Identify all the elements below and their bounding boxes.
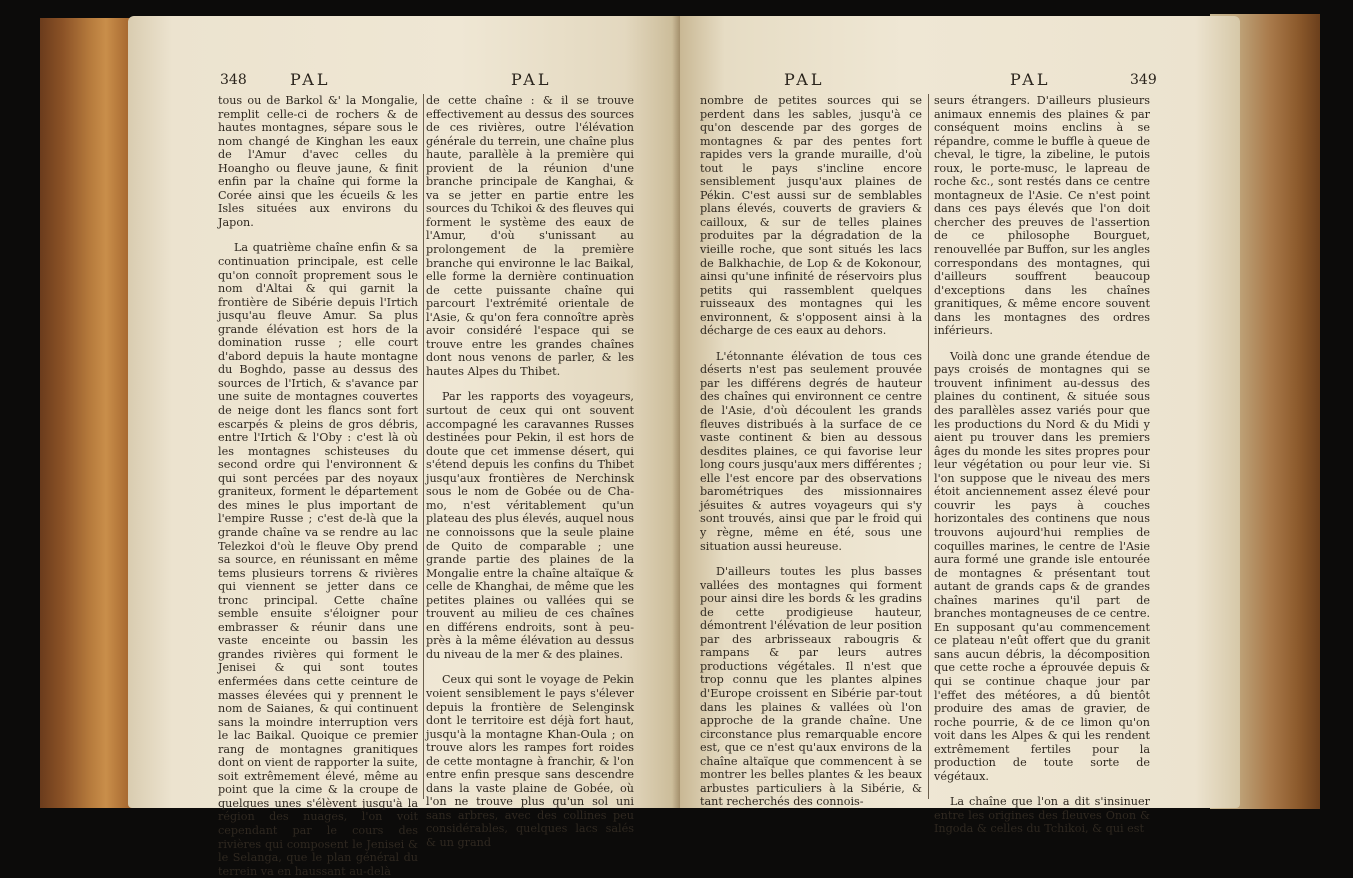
paragraph: de cette chaîne : & il se trouve effectivement au dessus des sources de ces rivières, outre l'élévation générale du terrein, une chaîne plus haute, parallèle à la première qui provient de la réunion d'une branche principale de Kanghai, & va se jetter en partie entre les sources du Tchikoi & des fleuves qui forment le système des eaux de l'Amur, d'où s'unissant au prolongement de la première branche qui environne le lac Baikal, elle forme la dernière continuation de cette puissante chaîne qui parcourt l'extrémité orientale de l'Asie, & qu'on fera connoître après avoir considéré l'espace qui se trouve entre les grandes chaînes dont nous venons de parler, & les hautes Alpes du Thibet.: [426, 94, 634, 378]
right-page: [680, 16, 1240, 836]
right-page-column-1: [700, 94, 922, 809]
running-head-left-col1: PAL: [290, 70, 331, 89]
paragraph: nombre de petites sources qui se perdent dans les sables, jusqu'à ce qu'on descende par des gorges de montagnes & par des pentes fort rapides vers la grande muraille, d'où tout le pays s'incline encore sensiblement jusqu'aux plaines de Pékin. C'est aussi sur de semblables plans élevés, couverts de graviers & cailloux, & sur de telles plaines produites par la dégradation de la vieille roche, que sont situés les lacs de Balkhachie, de Lop & de Kokonour, ainsi qu'une infinité de réservoirs plus petits qui rassemblent quelques ruisseaux des montagnes qui les environnent, & s'opposent ainsi à la décharge de ces eaux au dehors.: [700, 94, 922, 338]
paragraph: D'ailleurs toutes les plus basses vallées des montagnes qui forment pour ainsi dire les bords & les gradins de cette prodigieuse hauteur, démontrent l'élévation de leur position par des arbrisseaux rabougris & rampans & par leurs autres productions végétales. Il n'est que trop connu que les plantes alpines d'Europe croissent en Sibérie par-tout dans les plaines & vallées où l'on approche de la grande chaîne. Une circonstance plus remarquable encore est, que ce n'est qu'aux environs de la chaîne altaïque que commencent à se montrer les belles plantes & les beaux arbustes particuliers à la Sibérie, & tant recherchés des connois-: [700, 565, 922, 809]
page-number-right: 349: [1130, 72, 1157, 88]
paragraph: La chaîne que l'on a dit s'insinuer entre les origines des fleuves Onon & Ingoda & celles du Tchikoi, & qui est: [934, 795, 1150, 836]
column-rule: [423, 94, 424, 799]
running-head-right-col2: PAL: [1010, 70, 1051, 89]
paragraph: Ceux qui sont le voyage de Pekin voient sensiblement le pays s'élever depuis la frontière de Selenginsk dont le territoire est déjà fort haut, jusqu'à la montagne Khan-Oula ; on trouve alors les rampes fort roides de cette montagne à franchir, & l'on entre enfin presque sans descendre dans la vaste plaine de Gobée, où l'on ne trouve plus qu'un sol uni sans arbres, avec des collines peu considérables, quelques lacs salés & un grand: [426, 673, 634, 849]
running-head-right-col1: PAL: [784, 70, 825, 89]
running-head-left-col2: PAL: [511, 70, 552, 89]
paragraph: La quatrième chaîne enfin & sa continuation principale, est celle qu'on connoît proprement sous le nom d'Altai & qui garnit la frontière de Sibérie depuis l'Irtich jusqu'au fleuve Amur. Sa plus grande élévation est hors de la domination russe ; elle court d'abord depuis la haute montagne du Boghdo, passe au dessus des sources de l'Irtich, & s'avance par une suite de montagnes couvertes de neige dont les flancs sont fort escarpés & pleins de gros débris, entre l'Irtich & l'Oby : c'est là où les montagnes schisteuses du second ordre qui l'environnent & qui sont percées par des noyaux graniteux, forment le département des mines le plus important de l'empire Russe ; c'est de-là que la grande chaîne va se rendre au lac Telezkoi d'où le fleuve Oby prend sa source, en réunissant en même tems plusieurs torrens & rivières qui viennent se jetter dans ce tronc principal. Cette chaîne semble ensuite s'éloigner pour embrasser & réunir dans une vaste enceinte ou bassin les grandes rivières qui forment le Jenisei & qui sont toutes enfermées dans cette ceinture de masses élevées qui y prennent le nom de Saianes, & qui continuent sans la moindre interruption vers le lac Baikal. Quoique ce premier rang de montagnes granitiques dont on vient de rapporter la suite, soit extrêmement élevé, même au point que la cime & la croupe de quelques unes s'élèvent jusqu'à la région des nuages, l'on voit cependant par le cours des rivières qui composent le Jenisei & le Selanga, que le plan général du terrein va en haussant au-delà: [218, 241, 418, 878]
left-page: [128, 16, 680, 878]
paragraph: L'étonnante élévation de tous ces déserts n'est pas seulement prouvée par les différens degrés de hauteur des chaînes qui environnent ce centre de l'Asie, d'où découlent les grands fleuves distribués à la surface de ce vaste continent & bien au dessous desdites plaines, ce qui favorise leur long cours jusqu'aux mers différentes ; elle l'est encore par des observations barométriques des missionnaires jésuites & autres voyageurs qui s'y sont trouvés, ainsi que par le froid qui y règne, même en été, sous une situation aussi heureuse.: [700, 349, 922, 553]
left-page-column-2: [426, 94, 634, 850]
left-page-column-1: [218, 94, 418, 878]
paragraph: seurs étrangers. D'ailleurs plusieurs animaux ennemis des plaines & par conséquent moins enclins à se répandre, comme le buffle à queue de cheval, le tigre, la zibeline, le putois roux, le porte-musc, le lapreau de roche &c., sont restés dans ce centre montagneux de l'Asie. Ce n'est point dans ces pays élevés que l'on doit chercher des preuves de l'assertion de ce philosophe Bourguet, renouvellée par Buffon, sur les angles correspondans des montagnes, qui d'ailleurs souffrent beaucoup d'exceptions dans les chaînes granitiques, & même encore souvent dans les montagnes des ordres inférieurs.: [934, 94, 1150, 338]
paragraph: tous ou de Barkol &' la Mongalie, remplit celle-ci de rochers & de hautes montagnes, sépare sous le nom changé de Kinghan les eaux de l'Amur d'avec celles du Hoangho ou fleuve jaune, & finit enfin par la chaîne qui forme la Corée ainsi que les écueils & les Isles situées aux environs du Japon.: [218, 94, 418, 229]
right-page-column-2: [934, 94, 1150, 836]
paragraph: Par les rapports des voyageurs, surtout de ceux qui ont souvent accompagné les caravannes Russes destinées pour Pekin, il est hors de doute que cet immense désert, qui s'étend depuis les confins du Thibet jusqu'aux frontières de Nerchinsk sous le nom de Gobée ou de Cha-mo, n'est véritablement qu'un plateau des plus élevés, auquel nous ne connoissons que la seule plaine de Quito de comparable ; une grande partie des plaines de la Mongalie entre la chaîne altaïque & celle de Khanghai, de même que les petites plaines ou vallées qui se trouvent au milieu de ces chaînes en différens endroits, sont à peu-près à la même élévation au dessus du niveau de la mer & des plaines.: [426, 390, 634, 661]
page-number-left: 348: [220, 72, 247, 88]
column-rule: [928, 94, 929, 799]
paragraph: Voilà donc une grande étendue de pays croisés de montagnes qui se trouvent infiniment au-dessus des plaines du continent, & située sous des parallèles assez variés pour que les productions du Nord & du Midi y aient pu trouver dans les premiers âges du monde les sites propres pour leur végétation ou pour leur vie. Si l'on suppose que le niveau des mers étoit anciennement assez élevé pour couvrir les pays à couches horizontales des continens que nous trouvons aujourd'hui remplies de coquilles marines, le centre de l'Asie aura formé une grande isle entourée de montagnes & présentant tout autant de grands caps & de grandes chaînes marines qu'il part de branches montagneuses de ce centre. En supposant qu'au commencement ce plateau n'eût offert que du granit sans aucun débris, la décomposition que cette roche a éprouvée depuis & qui se continue chaque jour par l'effet des météores, a dû bientôt produire des amas de gravier, de roche pourrie, & de ce limon qu'on voit dans les Alpes & qui les rendent extrêmement fertiles pour la production de toute sorte de végétaux.: [934, 349, 1150, 783]
